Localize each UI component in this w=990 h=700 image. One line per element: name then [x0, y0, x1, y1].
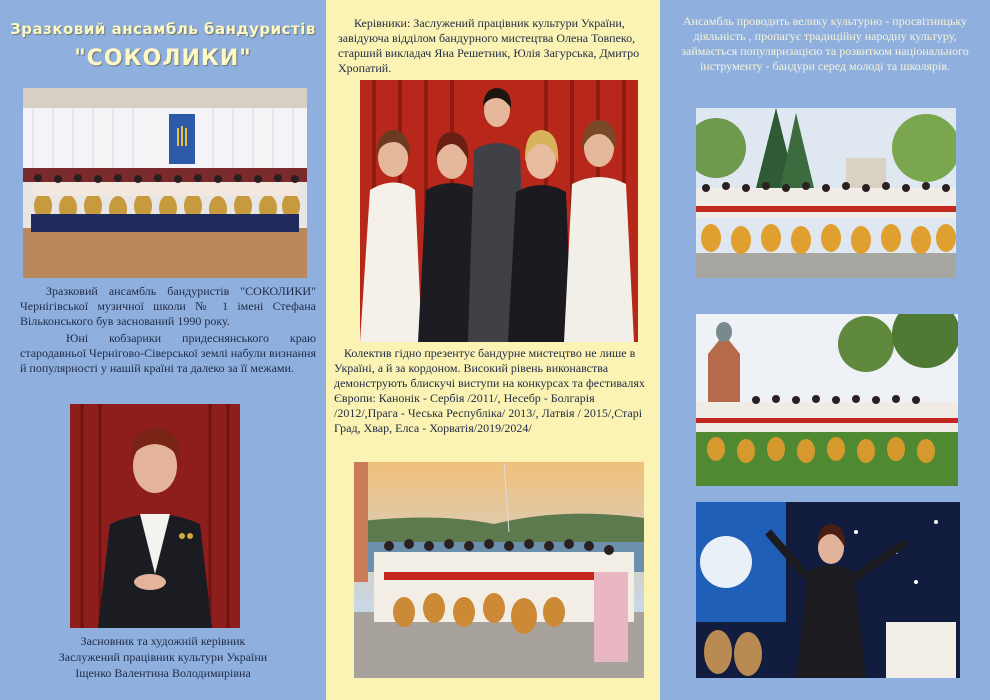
caption-role: Засновник та художній керівник: [80, 634, 246, 648]
achievements-text: Колектив гідно презентує бандурне мистецтво не лише в Україні, а й за кордоном. Високий рівень виконавства демонструють блискучі виступи на конкурсах та фестивалях Європи: Канонік - Сербія /2011/, Несебр - Болгарія /2012/,Прага - Чеська Республіка/ 2013/, Латвія / 2015/,Старі Град, Хвар, Елса - Хорватія/2019/2024/: [334, 346, 645, 435]
leaders-text: Керівники: Заслужений працівник культури України, завідуюча відділом бандурного мистецтва Олена Товпеко, старший викладач Яна Решетник, Юлія Загурська, Дмитро Хропатий.: [338, 16, 640, 75]
middle-panel: [326, 0, 660, 700]
mission-text: Ансамбль проводить велику культурно - просвітницьку діяльність , пропагує традиційну народну культуру, займається популяризацією та розвитком національного інструменту - бандури серед молоді та школярів.: [681, 14, 969, 73]
church-group-photo: [696, 314, 958, 486]
intro-paragraph-1: Зразковий ансамбль бандуристів "СОКОЛИКИ" Чернігівської музичної школи № 1 імені Стефана Вільконського був заснований 1990 року.: [20, 284, 316, 328]
right-panel: [660, 0, 990, 700]
ensemble-title: Зразковий ансамбль бандуристів: [10, 20, 316, 38]
croatia-photo: [354, 462, 644, 678]
caption-title: Заслужений працівник культури України: [58, 650, 268, 664]
ensemble-stage-photo: [23, 88, 307, 278]
concert-photo: [696, 502, 960, 678]
intro-paragraph-2: Юні кобзарики придеснянського краю стародавньої Чернігово-Сіверської землі набули визнання й популярності у нашій країні та далеко за її межами.: [20, 331, 316, 375]
leaders-photo: [360, 80, 638, 342]
caption-name: Іщенко Валентина Володимирівна: [75, 666, 251, 680]
outdoor-group-photo: [696, 108, 956, 278]
founder-caption: [0, 633, 326, 681]
founder-photo: [70, 404, 240, 628]
left-panel: [0, 0, 326, 700]
ensemble-name: "СОКОЛИКИ": [74, 46, 252, 71]
